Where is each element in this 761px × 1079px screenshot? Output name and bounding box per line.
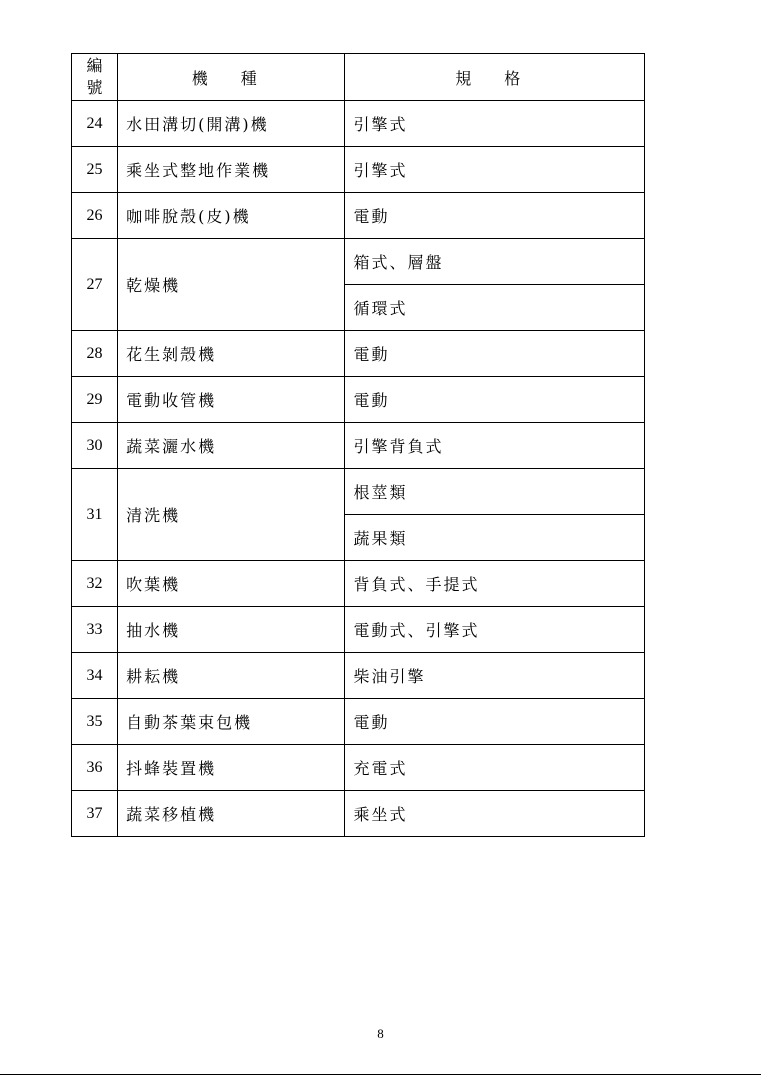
row-specification: 電動: [345, 193, 645, 239]
header-specification: 規 格: [345, 54, 645, 101]
table-row: [72, 423, 645, 469]
row-number: 35: [72, 699, 118, 745]
row-specification: 背負式、手提式: [345, 561, 645, 607]
row-number: 28: [72, 331, 118, 377]
row-specification: 電動: [345, 331, 645, 377]
row-number: 24: [72, 101, 118, 147]
row-machine-type: 抽水機: [118, 607, 345, 653]
row-machine-type: 蔬菜移植機: [118, 791, 345, 837]
row-specification: 蔬果類: [345, 515, 645, 561]
row-specification: 引擎背負式: [345, 423, 645, 469]
table-row: [72, 469, 645, 515]
row-machine-type: 花生剝殼機: [118, 331, 345, 377]
row-machine-type: 吹葉機: [118, 561, 345, 607]
table-row: [72, 699, 645, 745]
row-specification: 電動: [345, 377, 645, 423]
row-machine-type: 耕耘機: [118, 653, 345, 699]
table-row: [72, 239, 645, 285]
table-body: [72, 101, 645, 837]
row-number: 34: [72, 653, 118, 699]
table-header-row: [72, 54, 645, 101]
row-machine-type: 乘坐式整地作業機: [118, 147, 345, 193]
row-number: 30: [72, 423, 118, 469]
row-specification: 根莖類: [345, 469, 645, 515]
row-specification: 電動: [345, 699, 645, 745]
row-specification: 引擎式: [345, 147, 645, 193]
table-row: [72, 561, 645, 607]
row-specification: 乘坐式: [345, 791, 645, 837]
table-row: [72, 791, 645, 837]
machinery-spec-table: [71, 53, 645, 837]
table-row: [72, 653, 645, 699]
row-machine-type: 清洗機: [118, 469, 345, 561]
row-machine-type: 自動茶葉束包機: [118, 699, 345, 745]
row-specification: 引擎式: [345, 101, 645, 147]
row-number: 27: [72, 239, 118, 331]
table-row: [72, 193, 645, 239]
row-machine-type: 蔬菜灑水機: [118, 423, 345, 469]
row-number: 33: [72, 607, 118, 653]
row-specification: 柴油引擎: [345, 653, 645, 699]
table-row: [72, 331, 645, 377]
row-number: 31: [72, 469, 118, 561]
table-row: [72, 607, 645, 653]
row-number: 25: [72, 147, 118, 193]
bottom-divider: [0, 1074, 761, 1075]
header-machine-type: 機 種: [118, 54, 345, 101]
row-number: 29: [72, 377, 118, 423]
row-number: 26: [72, 193, 118, 239]
header-number-line2: 號: [86, 78, 103, 97]
header-number-line1: 編: [86, 56, 103, 75]
table-row: [72, 147, 645, 193]
row-machine-type: 水田溝切(開溝)機: [118, 101, 345, 147]
table-row: [72, 745, 645, 791]
row-machine-type: 咖啡脫殼(皮)機: [118, 193, 345, 239]
table-row: [72, 101, 645, 147]
row-machine-type: 抖蜂裝置機: [118, 745, 345, 791]
row-machine-type: 乾燥機: [118, 239, 345, 331]
table-row: [72, 377, 645, 423]
header-number: [72, 54, 118, 101]
row-specification: 充電式: [345, 745, 645, 791]
row-specification: 電動式、引擎式: [345, 607, 645, 653]
row-number: 36: [72, 745, 118, 791]
row-specification: 循環式: [345, 285, 645, 331]
row-number: 37: [72, 791, 118, 837]
row-specification: 箱式、層盤: [345, 239, 645, 285]
row-machine-type: 電動收管機: [118, 377, 345, 423]
row-number: 32: [72, 561, 118, 607]
page-number: 8: [377, 1026, 384, 1041]
